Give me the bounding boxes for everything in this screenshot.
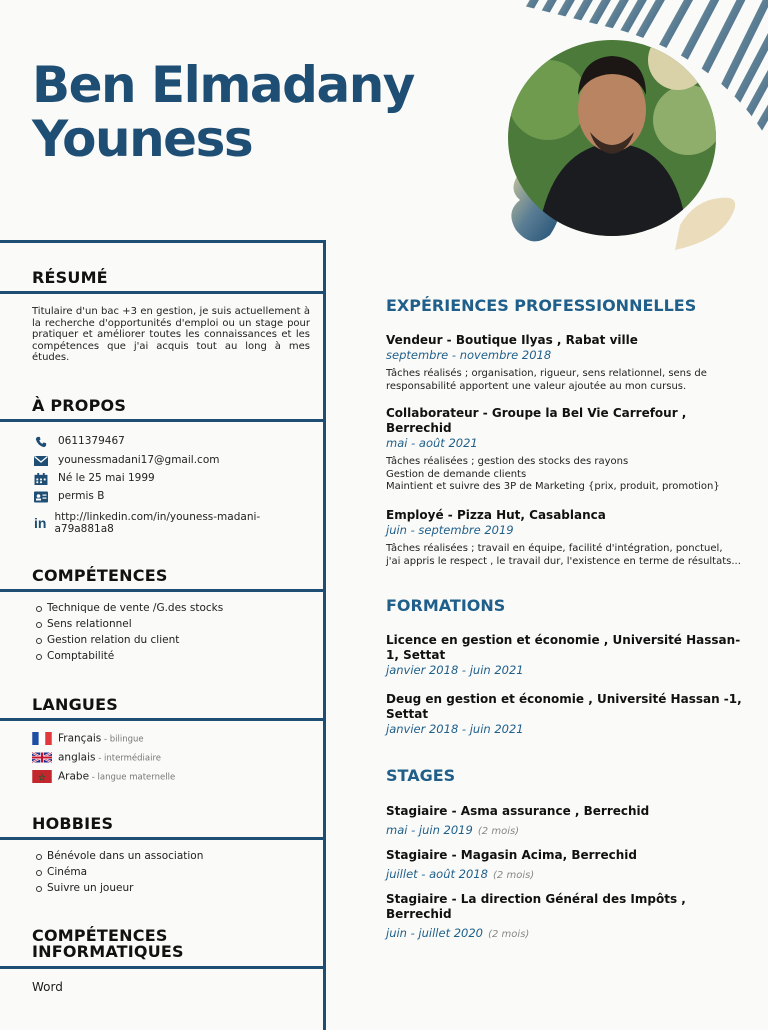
internship-title-line-2: Berrechid: [386, 907, 452, 921]
driving-license: permis B: [58, 490, 105, 503]
education-title: Deug en gestion et économie , Université Hassan -1,: [386, 692, 742, 706]
language-french: Français - bilingue: [32, 732, 144, 745]
it-skills-heading: [32, 928, 184, 960]
france-flag-icon: [32, 732, 52, 745]
profile-photo: [508, 40, 716, 236]
skills-list: [32, 602, 223, 666]
internship-title: Stagiaire - Asma assurance , Berrechid: [386, 804, 650, 818]
license-row: [34, 491, 104, 503]
education-date: janvier 2018 - juin 2021: [386, 722, 524, 736]
job-date: septembre - novembre 2018: [386, 348, 552, 362]
it-skills-divider: [0, 966, 326, 969]
job-title: Employé - Pizza Hut, Casablanca: [386, 508, 606, 522]
skill-item: Gestion relation du client: [47, 634, 223, 646]
skill-item: Technique de vente /G.des stocks: [47, 602, 224, 614]
job-description: [386, 543, 746, 568]
job-date: juin - septembre 2019: [386, 523, 514, 537]
job-description: [386, 368, 746, 393]
name-line-1: Ben Elmadany: [32, 56, 414, 114]
morocco-flag-icon: [32, 770, 52, 783]
hobbies-heading: HOBBIES: [32, 814, 114, 833]
name-line-2: Youness: [32, 110, 253, 168]
full-name: [32, 58, 414, 166]
language-name: Arabe: [58, 770, 90, 783]
education-title-line-2: 1, Settat: [386, 648, 446, 662]
skill-item: Sens relationnel: [47, 618, 223, 630]
birth-row: [34, 473, 155, 485]
internship-entry: [386, 804, 746, 838]
resume-heading: RÉSUMÉ: [32, 268, 108, 287]
hobby-item: Bénévole dans un association: [47, 850, 204, 862]
job-description-line: responsabilité apportent une valeur ajoutée au mon cursus.: [386, 380, 687, 392]
email-icon: [34, 455, 48, 467]
language-level: intermédiaire: [103, 753, 162, 764]
hobby-item: Suivre un joueur: [47, 882, 203, 894]
job-description-line: Tâches réalisées ; gestion des stocks des rayons: [386, 456, 629, 467]
job-entry: [386, 406, 746, 494]
job-title: Collaborateur - Groupe la Bel Vie Carrefour ,: [386, 406, 687, 420]
internship-entry: [386, 892, 746, 941]
resume-divider: [0, 291, 326, 294]
internship-duration: (2 mois): [493, 870, 535, 881]
internship-date: juin - juillet 2020: [386, 926, 484, 940]
internship-entry: [386, 848, 746, 882]
job-title: Vendeur - Boutique Ilyas , Rabat ville: [386, 333, 638, 347]
education-title: Licence en gestion et économie , Université Hassan-: [386, 633, 741, 647]
id-card-icon: [34, 491, 48, 503]
hobby-item: Cinéma: [47, 866, 203, 878]
education-entry: [386, 692, 751, 737]
hobbies-list: [32, 850, 203, 898]
skill-item: Comptabilité: [47, 650, 223, 662]
job-description-line: Maintient et suivre des 3P de Marketing {prix, produit, promotion}: [386, 481, 720, 492]
internship-duration: (2 mois): [488, 929, 530, 940]
language-name: anglais: [58, 751, 96, 764]
job-description-line: Gestion de demande clients: [386, 468, 527, 480]
education-date: janvier 2018 - juin 2021: [386, 663, 524, 677]
education-entry: [386, 633, 751, 678]
internship-title: Stagiaire - La direction Général des Impôts ,: [386, 892, 686, 906]
job-description-line: j'ai appris le respect , le travail dur, l'existence en terme de résultats...: [386, 555, 741, 567]
job-description-line: Tâches réalisées ; travail en équipe, facilité d'intégration, ponctuel,: [386, 543, 723, 554]
linkedin-url[interactable]: http://linkedin.com/in/youness-madani-a79a881a8: [54, 511, 261, 535]
phone-number: 0611379467: [58, 435, 125, 448]
calendar-icon: [34, 473, 48, 485]
phone-row: [34, 436, 125, 448]
job-description-line: Tâches réalisés ; organisation, rigueur, sens relationnel, sens de: [386, 368, 707, 379]
linkedin-icon: in: [34, 515, 47, 531]
internship-date: juillet - août 2018: [386, 867, 488, 881]
job-title-line-2: Berrechid: [386, 421, 452, 435]
birth-date: Né le 25 mai 1999: [58, 472, 155, 485]
internships-heading: STAGES: [386, 766, 456, 785]
skills-divider: [0, 589, 326, 592]
phone-icon: [34, 436, 48, 448]
it-skill-item: Word: [32, 980, 63, 994]
languages-divider: [0, 718, 326, 721]
education-heading: FORMATIONS: [386, 596, 506, 615]
email-row: [34, 455, 219, 467]
linkedin-row: [34, 511, 274, 535]
about-heading: À PROPOS: [32, 396, 127, 415]
language-name: Français: [58, 732, 102, 745]
about-divider: [0, 419, 326, 422]
hobbies-divider: [0, 837, 326, 840]
uk-flag-icon: [32, 751, 52, 764]
resume-text: Titulaire d'un bac +3 en gestion, je suis actuellement à la recherche d'opportunités d'emploi ou un stage pour pratiquer et améliorer toutes les connaissances et les compétences que j'ai acquis tout au long à mes études.: [32, 306, 310, 363]
it-skills-heading-line-1: COMPÉTENCES: [32, 926, 168, 945]
experience-heading: EXPÉRIENCES PROFESSIONNELLES: [386, 296, 697, 315]
job-date: mai - août 2021: [386, 436, 478, 450]
language-english: anglais - intermédiaire: [32, 751, 161, 764]
language-level: langue maternelle: [97, 772, 176, 783]
education-title-line-2: Settat: [386, 707, 429, 721]
internship-title: Stagiaire - Magasin Acima, Berrechid: [386, 848, 637, 862]
job-entry: [386, 333, 746, 393]
language-level: bilingue: [109, 734, 144, 745]
internship-duration: (2 mois): [477, 826, 520, 837]
skills-heading: COMPÉTENCES: [32, 566, 168, 585]
language-arabic: Arabe - langue maternelle: [32, 770, 175, 783]
job-entry: [386, 508, 746, 568]
languages-heading: LANGUES: [32, 695, 118, 714]
email-address[interactable]: younessmadani17@gmail.com: [58, 454, 220, 467]
job-description: [386, 456, 746, 494]
it-skills-heading-line-2: INFORMATIQUES: [32, 942, 184, 961]
internship-date: mai - juin 2019: [386, 823, 473, 837]
